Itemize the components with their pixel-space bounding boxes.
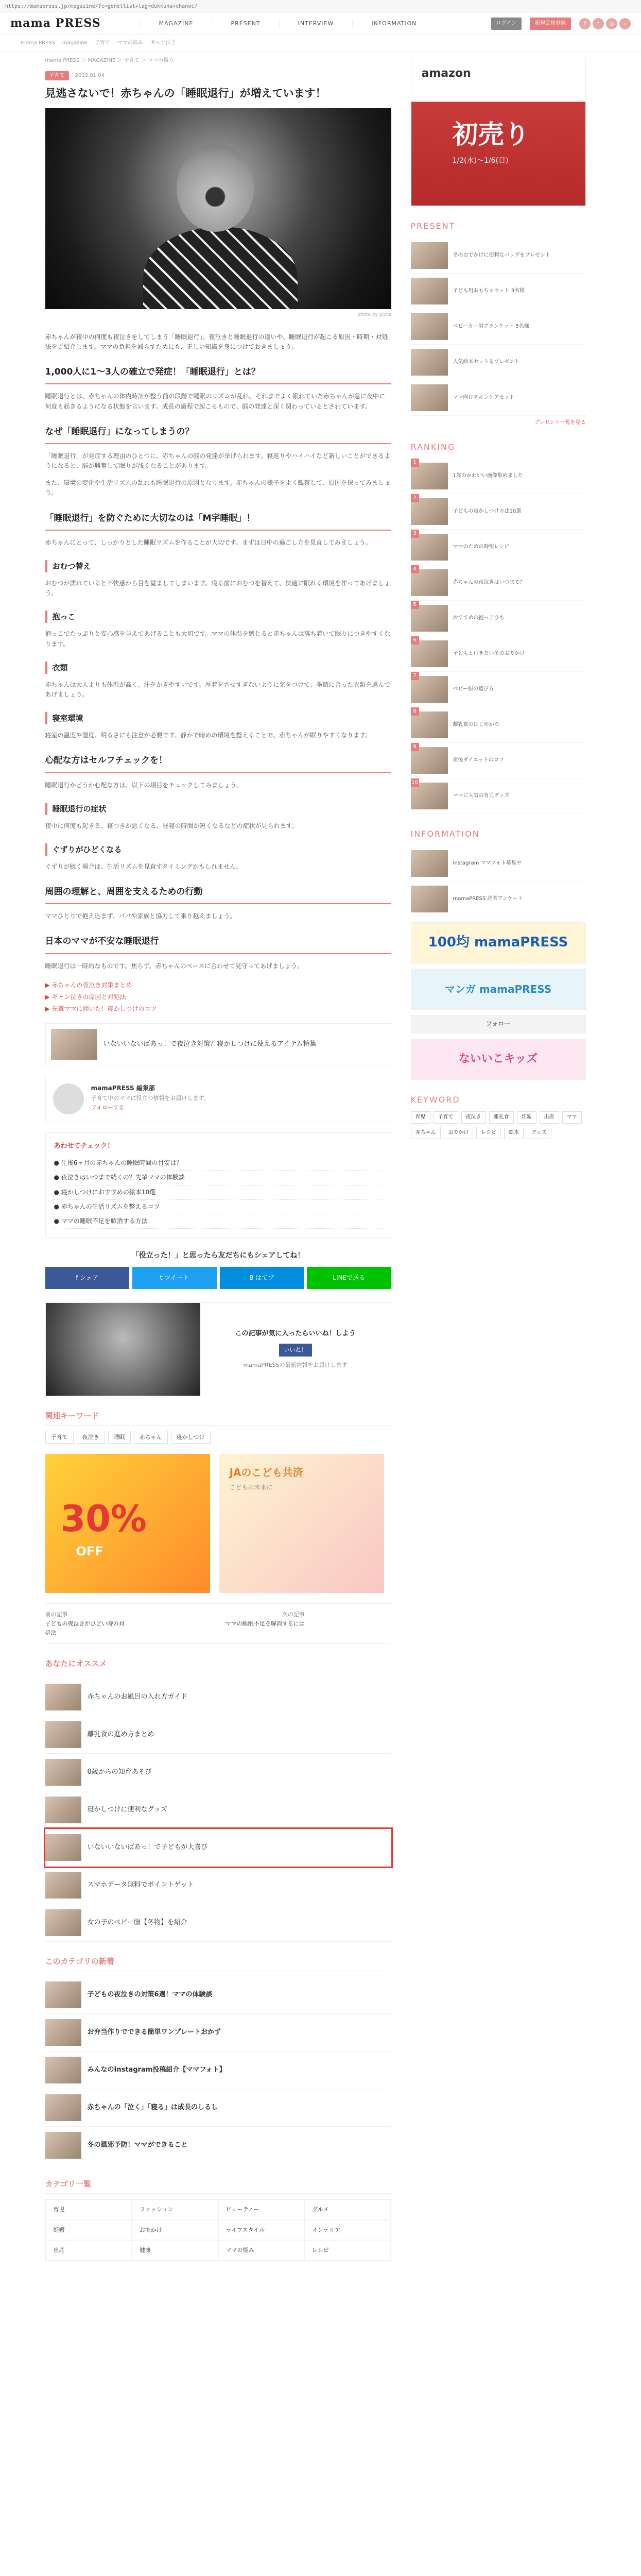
related-links — [45, 980, 391, 1014]
tag-list — [45, 1431, 391, 1444]
article-lead: 赤ちゃんが夜中の何度も夜泣きをしてしまう「睡眠退行」。夜泣きと睡眠退行の違いや、睡眠退行が起こる原因・時期・対処法をご紹介します。ママの負担を減らすためにも、正しい知識を身につけておきましょう。 — [45, 333, 388, 350]
list-item[interactable]: 離乳食の進め方まとめ — [45, 1716, 391, 1754]
prev-next — [45, 1603, 391, 1644]
sub-nav — [0, 35, 641, 52]
paragraph: ぐずりが続く場合は、生活リズムを見直すタイミングかもしれません。 — [45, 862, 242, 870]
ranking-item[interactable]: 7 ベビー服の選び方 — [411, 672, 586, 707]
keyword-tag[interactable]: レシピ — [476, 1127, 501, 1139]
sub-heading: 抱っこ — [45, 611, 391, 623]
article-main — [45, 57, 391, 2261]
paragraph: 寝室の温度や湿度、明るさにも注意が必要です。静かで暗めの環境を整えることで、赤ちゃんが眠りやすくなります。 — [45, 732, 372, 739]
nav-interview[interactable]: INTERVIEW — [279, 19, 353, 28]
section-heading: 日本のママが不安な睡眠退行 — [45, 935, 391, 954]
ranking-item[interactable]: 2 子どもの寝かしつけ方法10選 — [411, 494, 586, 530]
like-image — [46, 1303, 200, 1396]
present-more-link[interactable]: プレゼント一覧を見る — [534, 419, 586, 426]
subnav-item[interactable]: ママの悩み — [117, 40, 143, 46]
ad-banner[interactable]: 30% OFF — [45, 1454, 210, 1593]
keyword-tag[interactable]: 育児 — [411, 1111, 430, 1124]
subnav-item[interactable]: ギャン泣き — [150, 40, 176, 46]
present-item[interactable]: 子ども用おもちゃセット 3名様 — [411, 274, 586, 309]
list-item[interactable]: 子どもの夜泣きの対策6選！ママの体験談 — [45, 1976, 391, 2014]
section-heading: 心配な方はセルフチェックを！ — [45, 754, 391, 773]
login-button[interactable]: ログイン — [491, 18, 522, 30]
related-card[interactable] — [45, 1023, 391, 1065]
paragraph: ママひとりで抱え込まず、パパや家族と協力して乗り越えましょう。 — [45, 912, 236, 920]
category-item[interactable]: 育児 — [46, 2199, 132, 2220]
paragraph: 睡眠退行は一時的なものです。焦らず、赤ちゃんのペースに合わせて見守ってあげましょう。 — [45, 962, 303, 970]
check-item[interactable]: ● 寝かしつけにおすすめの絵本10選 — [54, 1185, 383, 1200]
check-item[interactable]: ● 赤ちゃんの生活リズムを整えるコツ — [54, 1200, 383, 1214]
keyword-tag[interactable]: 妊娠 — [517, 1111, 536, 1124]
twitter-icon[interactable]: t — [593, 18, 604, 29]
tags-title: 関連キーワード — [45, 1410, 391, 1426]
like-text: この記事が気に入ったらいいね！しよう — [235, 1329, 356, 1337]
keyword-tag[interactable]: ママ — [562, 1111, 582, 1124]
facebook-like-button[interactable]: いいね！ — [279, 1344, 312, 1357]
writer-bio: 子育て中のママに役立つ情報をお届けします。 — [91, 1094, 210, 1101]
subnav-item[interactable]: 子育て — [94, 40, 110, 46]
keyword-list — [411, 1111, 586, 1139]
url-bar[interactable]: https://mamapress.jp/magazine/?c=genetlist+tag=dukkuna+chanoc/ — [0, 0, 641, 12]
list-item[interactable]: いないいないばあっ！で子どもが大喜び — [45, 1829, 391, 1867]
category-item[interactable]: グルメ — [304, 2199, 391, 2220]
keyword-title: KEYWORD — [410, 1094, 460, 1105]
list-item[interactable]: 冬の風邪予防！ママができること — [45, 2127, 391, 2164]
ad-row — [45, 1454, 391, 1593]
follow-banner[interactable]: フォロー — [411, 1015, 586, 1033]
keyword-tag[interactable]: 離乳食 — [489, 1111, 514, 1124]
card-thumbnail — [51, 1029, 97, 1060]
sub-heading: 衣類 — [45, 662, 391, 674]
share-title: 「役立った！」と思ったら友だちにもシェアしてね！ — [131, 1251, 305, 1260]
keyword-tag[interactable]: 赤ちゃん — [411, 1127, 441, 1139]
check-item[interactable]: ● 夜泣きはいつまで続くの？先輩ママの体験談 — [54, 1171, 383, 1185]
avatar — [53, 1083, 84, 1114]
keyword-tag[interactable]: おでかけ — [444, 1127, 474, 1139]
list-item[interactable]: 寝かしつけに便利なグッズ — [45, 1791, 391, 1829]
paragraph: 抱っこでたっぷりと安心感を与えてあげることも大切です。ママの体温を感じると赤ちゃんは落ち着いて眠りにつきやすくなります。 — [45, 630, 391, 648]
list-item[interactable]: みんなのInstagram投稿紹介【ママフォト】 — [45, 2052, 391, 2089]
category-item[interactable]: ママの悩み — [218, 2240, 305, 2261]
ranking-item[interactable]: 9 産後ダイエットのコツ — [411, 743, 586, 778]
amazon-ad[interactable]: amazon 初売り 1/2(水)〜1/6(日) — [411, 57, 586, 206]
paragraph: 赤ちゃんは大人よりも体温が高く、汗をかきやすいです。厚着をさせすぎないように気をつけて、季節に合った衣類を選んであげましょう。 — [45, 681, 391, 698]
check-list — [45, 1132, 391, 1238]
sub-heading: 睡眠退行の症状 — [45, 803, 391, 815]
like-box — [45, 1302, 391, 1396]
tag[interactable]: 寝かしつけ — [171, 1431, 211, 1444]
banner-manga[interactable]: マンガ mamaPRESS — [411, 969, 586, 1010]
paragraph: 夜中に何度も起きる、寝つきが悪くなる、昼寝の時間が短くなるなどの症状が見られます。 — [45, 822, 298, 829]
category-grid — [45, 2199, 391, 2261]
paragraph: 睡眠退行とは、赤ちゃんの体内時計が整う前の段階で睡眠のリズムが乱れ、それまでよく眠れていた赤ちゃんが急に夜中に何度も起きるようになる状態を言います。成長の過程で起こるもので、脳の発達と深く関わっているとされています。 — [45, 393, 385, 410]
keyword-tag[interactable]: グッズ — [527, 1127, 551, 1139]
list-item[interactable]: スマホデータ無料でポイントゲット — [45, 1867, 391, 1904]
nav-present[interactable]: PRESENT — [212, 19, 279, 28]
nav-magazine[interactable]: MAGAZINE — [140, 19, 212, 28]
keyword-tag[interactable]: 夜泣き — [461, 1111, 486, 1124]
check-title: あわせてチェック！ — [54, 1142, 114, 1150]
present-title: PRESENT — [410, 221, 456, 231]
writer-box — [45, 1076, 391, 1122]
social-icons — [579, 18, 631, 29]
register-button[interactable]: 新規会員登録 — [530, 18, 571, 30]
sub-heading: 寝室環境 — [45, 712, 391, 724]
category-item[interactable]: 出産 — [46, 2240, 132, 2261]
site-logo[interactable]: mama PRESS — [10, 16, 101, 30]
ranking-item[interactable]: 8 離乳食のはじめかた — [411, 707, 586, 743]
list-item[interactable]: お弁当作りでできる簡単ワンプレートおかず — [45, 2014, 391, 2052]
article-title: 見逃さないで！赤ちゃんの「睡眠退行」が増えています！ — [45, 87, 326, 99]
subnav-item[interactable]: magazine — [62, 40, 88, 46]
banner-kids[interactable]: ないいこキッズ — [411, 1039, 586, 1080]
ad-banner[interactable]: JAのこども共済 こどもの未来に — [219, 1454, 384, 1593]
global-nav — [140, 19, 483, 28]
ranking-item[interactable]: 3 ママのための時短レシピ — [411, 530, 586, 565]
ranking-item[interactable]: 5 おすすめの抱っこひも — [411, 601, 586, 636]
list-item[interactable]: 女の子のベビー服【冬物】を紹介 — [45, 1904, 391, 1942]
hatena-share-button[interactable]: B はてブ — [220, 1267, 304, 1289]
category-item[interactable]: ビューティー — [218, 2199, 305, 2220]
paragraph: おむつが濡れていると不快感から目を覚ましてしまいます。寝る前におむつを替えて、快適に眠れる環境を作ってあげましょう。 — [45, 580, 391, 597]
present-item[interactable]: ベビーカー用ブランケット 5名様 — [411, 309, 586, 345]
paragraph: 赤ちゃんにとって、しっかりとした睡眠リズムを作ることが大切です。まずは日中の過ごし方を見直してみましょう。 — [45, 538, 372, 546]
list-item[interactable]: 0歳からの知育あそび — [45, 1754, 391, 1791]
category-badge[interactable]: 子育て — [45, 71, 69, 80]
category-list-title: カテゴリ一覧 — [45, 2178, 391, 2194]
category-item[interactable]: おでかけ — [132, 2220, 218, 2241]
ranking-title: RANKING — [410, 442, 456, 452]
follow-link[interactable]: フォローする — [91, 1104, 125, 1111]
related-link[interactable]: ▶ 赤ちゃんの夜泣き対策まとめ — [45, 981, 132, 989]
sub-heading: おむつ替え — [45, 560, 391, 572]
info-item[interactable]: Instagram ママフォト募集中 — [411, 846, 586, 882]
category-item[interactable]: インテリア — [304, 2220, 391, 2241]
content-wrapper — [45, 52, 596, 2261]
related-link[interactable]: ▶ 先輩ママに聞いた！寝かしつけのコツ — [45, 1005, 157, 1013]
list-item[interactable]: 赤ちゃんの「泣く」「寝る」は成長のしるし — [45, 2089, 391, 2127]
tag[interactable]: 睡眠 — [108, 1431, 131, 1444]
keyword-tag[interactable]: 絵本 — [504, 1127, 524, 1139]
category-item[interactable]: 妊娠 — [46, 2220, 132, 2241]
hero-image — [45, 108, 391, 309]
site-header — [0, 12, 641, 35]
category-item[interactable]: ライフスタイル — [218, 2220, 305, 2241]
instagram-icon[interactable]: ◎ — [606, 18, 617, 29]
ranking-item[interactable]: 4 赤ちゃんの夜泣きはいつまで？ — [411, 565, 586, 601]
category-new-title: このカテゴリの新着 — [45, 1955, 391, 1971]
paragraph: 睡眠退行かどうか心配な方は、以下の項目をチェックしてみましょう。 — [45, 781, 243, 789]
sidebar — [411, 57, 586, 2261]
nav-information[interactable]: INFORMATION — [352, 19, 435, 28]
breadcrumb[interactable]: mama PRESS ＞ MAGAZINE ＞ 子育て ＞ ママの悩み — [45, 58, 174, 63]
next-article[interactable]: 次の記事 ママの睡眠不足を解消するには — [225, 1611, 305, 1627]
publish-date: 2019.01.04 — [75, 73, 105, 78]
sub-heading: ぐずりがひどくなる — [45, 843, 391, 856]
twitter-share-button[interactable]: t ツイート — [132, 1267, 217, 1289]
tag[interactable]: 赤ちゃん — [134, 1431, 168, 1444]
writer-name[interactable]: mamaPRESS 編集部 — [91, 1084, 155, 1092]
paragraph: また、環境の変化や生活リズムの乱れも睡眠退行の原因となります。赤ちゃんの様子をよく観察して、原因を探ってみましょう。 — [45, 479, 391, 497]
check-item[interactable]: ● ママの睡眠不足を解消する方法 — [54, 1214, 383, 1229]
like-sub: mamaPRESSの最新情報をお届けします — [243, 1362, 348, 1369]
subnav-item[interactable]: mama PRESS — [21, 40, 55, 46]
ranking-item[interactable]: 10 ママに人気の育児グッズ — [411, 778, 586, 814]
tag[interactable]: 夜泣き — [77, 1431, 105, 1444]
banner-100kin[interactable]: 100均 mamaPRESS — [411, 922, 586, 963]
image-credit: photo by pixta — [357, 312, 391, 318]
present-item[interactable]: 冬のおでかけに便利なバッグをプレゼント — [411, 238, 586, 274]
present-item[interactable]: ママ向けスキンケアセット — [411, 380, 586, 416]
section-heading: 1,000人に1〜3人の確立で発症！「睡眠退行」とは？ — [45, 365, 391, 384]
recommend-list — [45, 1679, 391, 1942]
related-link[interactable]: ▶ ギャン泣きの原因と対処法 — [45, 993, 126, 1001]
share-buttons — [45, 1267, 391, 1289]
facebook-share-button[interactable]: f シェア — [45, 1267, 130, 1289]
paragraph: 「睡眠退行」が発症する理由のひとつに、赤ちゃんの脳の発達が挙げられます。寝返りやハイハイなど新しいことができるようになると、脳が興奮して眠りが浅くなることがあります。 — [45, 452, 391, 470]
category-item[interactable]: 健康 — [132, 2240, 218, 2261]
facebook-icon[interactable]: f — [579, 18, 591, 29]
ranking-item[interactable]: 1 1歳のかわいい画像集めました — [411, 459, 586, 494]
search-icon[interactable]: ⌕ — [619, 18, 631, 29]
prev-article[interactable]: 前の記事 子どもの夜泣きがひどい時の対処法 — [45, 1611, 125, 1636]
section-heading: 周囲の理解と、周囲を支えるための行動 — [45, 885, 391, 904]
list-item[interactable]: 赤ちゃんのお風呂の入れ方ガイド — [45, 1679, 391, 1716]
tag[interactable]: 子育て — [45, 1431, 74, 1444]
section-heading: 「睡眠退行」を防ぐために大切なのは「M字睡眠」！ — [45, 512, 391, 531]
line-share-button[interactable]: LINEで送る — [307, 1267, 391, 1289]
category-new-list — [45, 1976, 391, 2164]
check-item[interactable]: ● 生後6ヶ月の赤ちゃんの睡眠時間の目安は？ — [54, 1156, 383, 1171]
keyword-tag[interactable]: 子育て — [434, 1111, 458, 1124]
category-item[interactable]: ファッション — [132, 2199, 218, 2220]
recommend-title: あなたにオススメ — [45, 1657, 391, 1673]
card-title: いないいないばあっ！で夜泣き対策？寝かしつけに使えるアイテム特集 — [103, 1040, 317, 1048]
ranking-item[interactable]: 6 子どもと行きたい冬のおでかけ — [411, 636, 586, 672]
category-item[interactable]: レシピ — [304, 2240, 391, 2261]
keyword-tag[interactable]: 出産 — [540, 1111, 559, 1124]
info-item[interactable]: mamaPRESS 読者アンケート — [411, 882, 586, 917]
present-item[interactable]: 人気絵本セットをプレゼント — [411, 345, 586, 380]
section-heading: なぜ「睡眠退行」になってしまうの？ — [45, 425, 391, 444]
info-title: INFORMATION — [410, 829, 480, 839]
